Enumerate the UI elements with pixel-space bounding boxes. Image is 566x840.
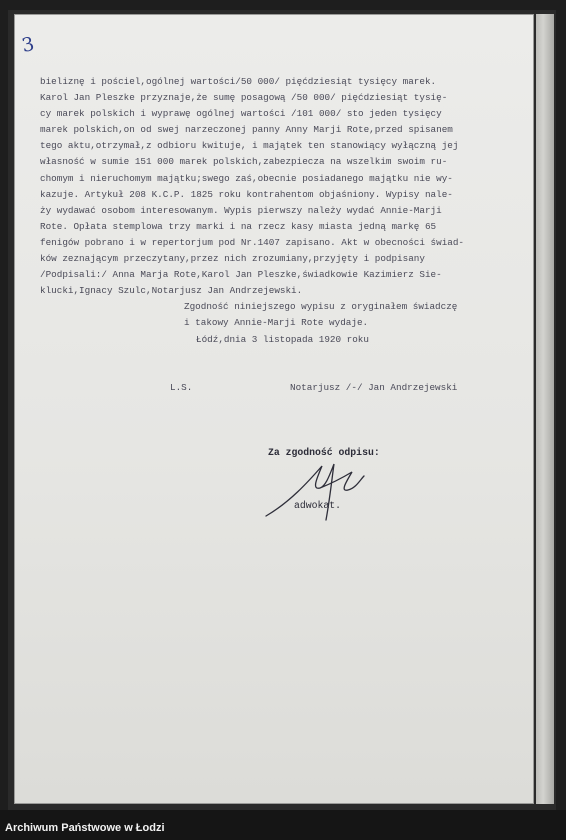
handwritten-signature [260, 458, 380, 528]
page-edge [536, 14, 554, 804]
text-line: Karol Jan Pleszke przyznaje,że sumę posagową /50 000/ pięćdziesiąt tysię- [40, 92, 448, 104]
text-line: kazuje. Artykuł 208 K.C.P. 1825 roku kontrahentom objaśniony. Wypisy nale- [40, 188, 453, 200]
seal-mark: L.S. [170, 382, 193, 393]
text-line: Zgodność niniejszego wypisu z oryginałem świadczę [184, 301, 458, 313]
text-line: marek polskich,on od swej narzeczonej panny Anny Marji Rote,przed spisanem [40, 124, 453, 136]
text-line: bieliznę i pościel,ogólnej wartości/50 000/ pięćdziesiąt tysięcy marek. [40, 76, 437, 87]
text-line: fenigów pobrano i w repertorjum pod Nr.1407 zapisano. Akt w obecności świad- [40, 236, 465, 248]
notary-line: Notarjusz /-/ Jan Andrzejewski [290, 382, 458, 393]
certification-heading: Za zgodność odpisu: [268, 447, 380, 458]
text-line: Rote. Opłata stemplowa trzy marki i na rzecz kasy miasta jedną markę 65 [40, 220, 437, 232]
text-line: Łódź,dnia 3 listopada 1920 roku [196, 333, 369, 345]
text-line: ży wydawać osobom interesowanym. Wypis pierwszy należy wydać Annie-Marji [40, 204, 442, 216]
text-line: i takowy Annie-Marji Rote wydaje. [184, 317, 369, 329]
text-line: ków zeznającym przeczytany,przez nich zrozumiany,przyjęty i podpisany [40, 253, 425, 265]
text-line: tego aktu,otrzymał,z odbioru kwituje, i majątek ten stanowiący wyłączną jej [40, 140, 459, 152]
document-body [40, 74, 510, 348]
text-line: klucki,Ignacy Szulc,Notarjusz Jan Andrzejewski. [40, 285, 303, 297]
footer-bar [0, 810, 566, 840]
text-line: chomym i nieruchomym majątku;swego zaś,obecnie posiadanego majątku nie wy- [40, 172, 453, 184]
text-line: /Podpisali:/ Anna Marja Rote,Karol Jan Pleszke,świadkowie Kazimierz Sie- [40, 269, 442, 281]
archive-name: Archiwum Państwowe w Łodzi [5, 822, 165, 834]
handwritten-page-number: 3 [19, 32, 37, 58]
signer-role: adwokat. [294, 500, 342, 511]
text-line: własność w sumie 151 000 marek polskich,zabezpiecza na wszelkim swoim ru- [40, 156, 448, 168]
text-line: cy marek polskich i wyprawę ogólnej wartości /101 000/ sto jeden tysięcy [40, 108, 442, 120]
